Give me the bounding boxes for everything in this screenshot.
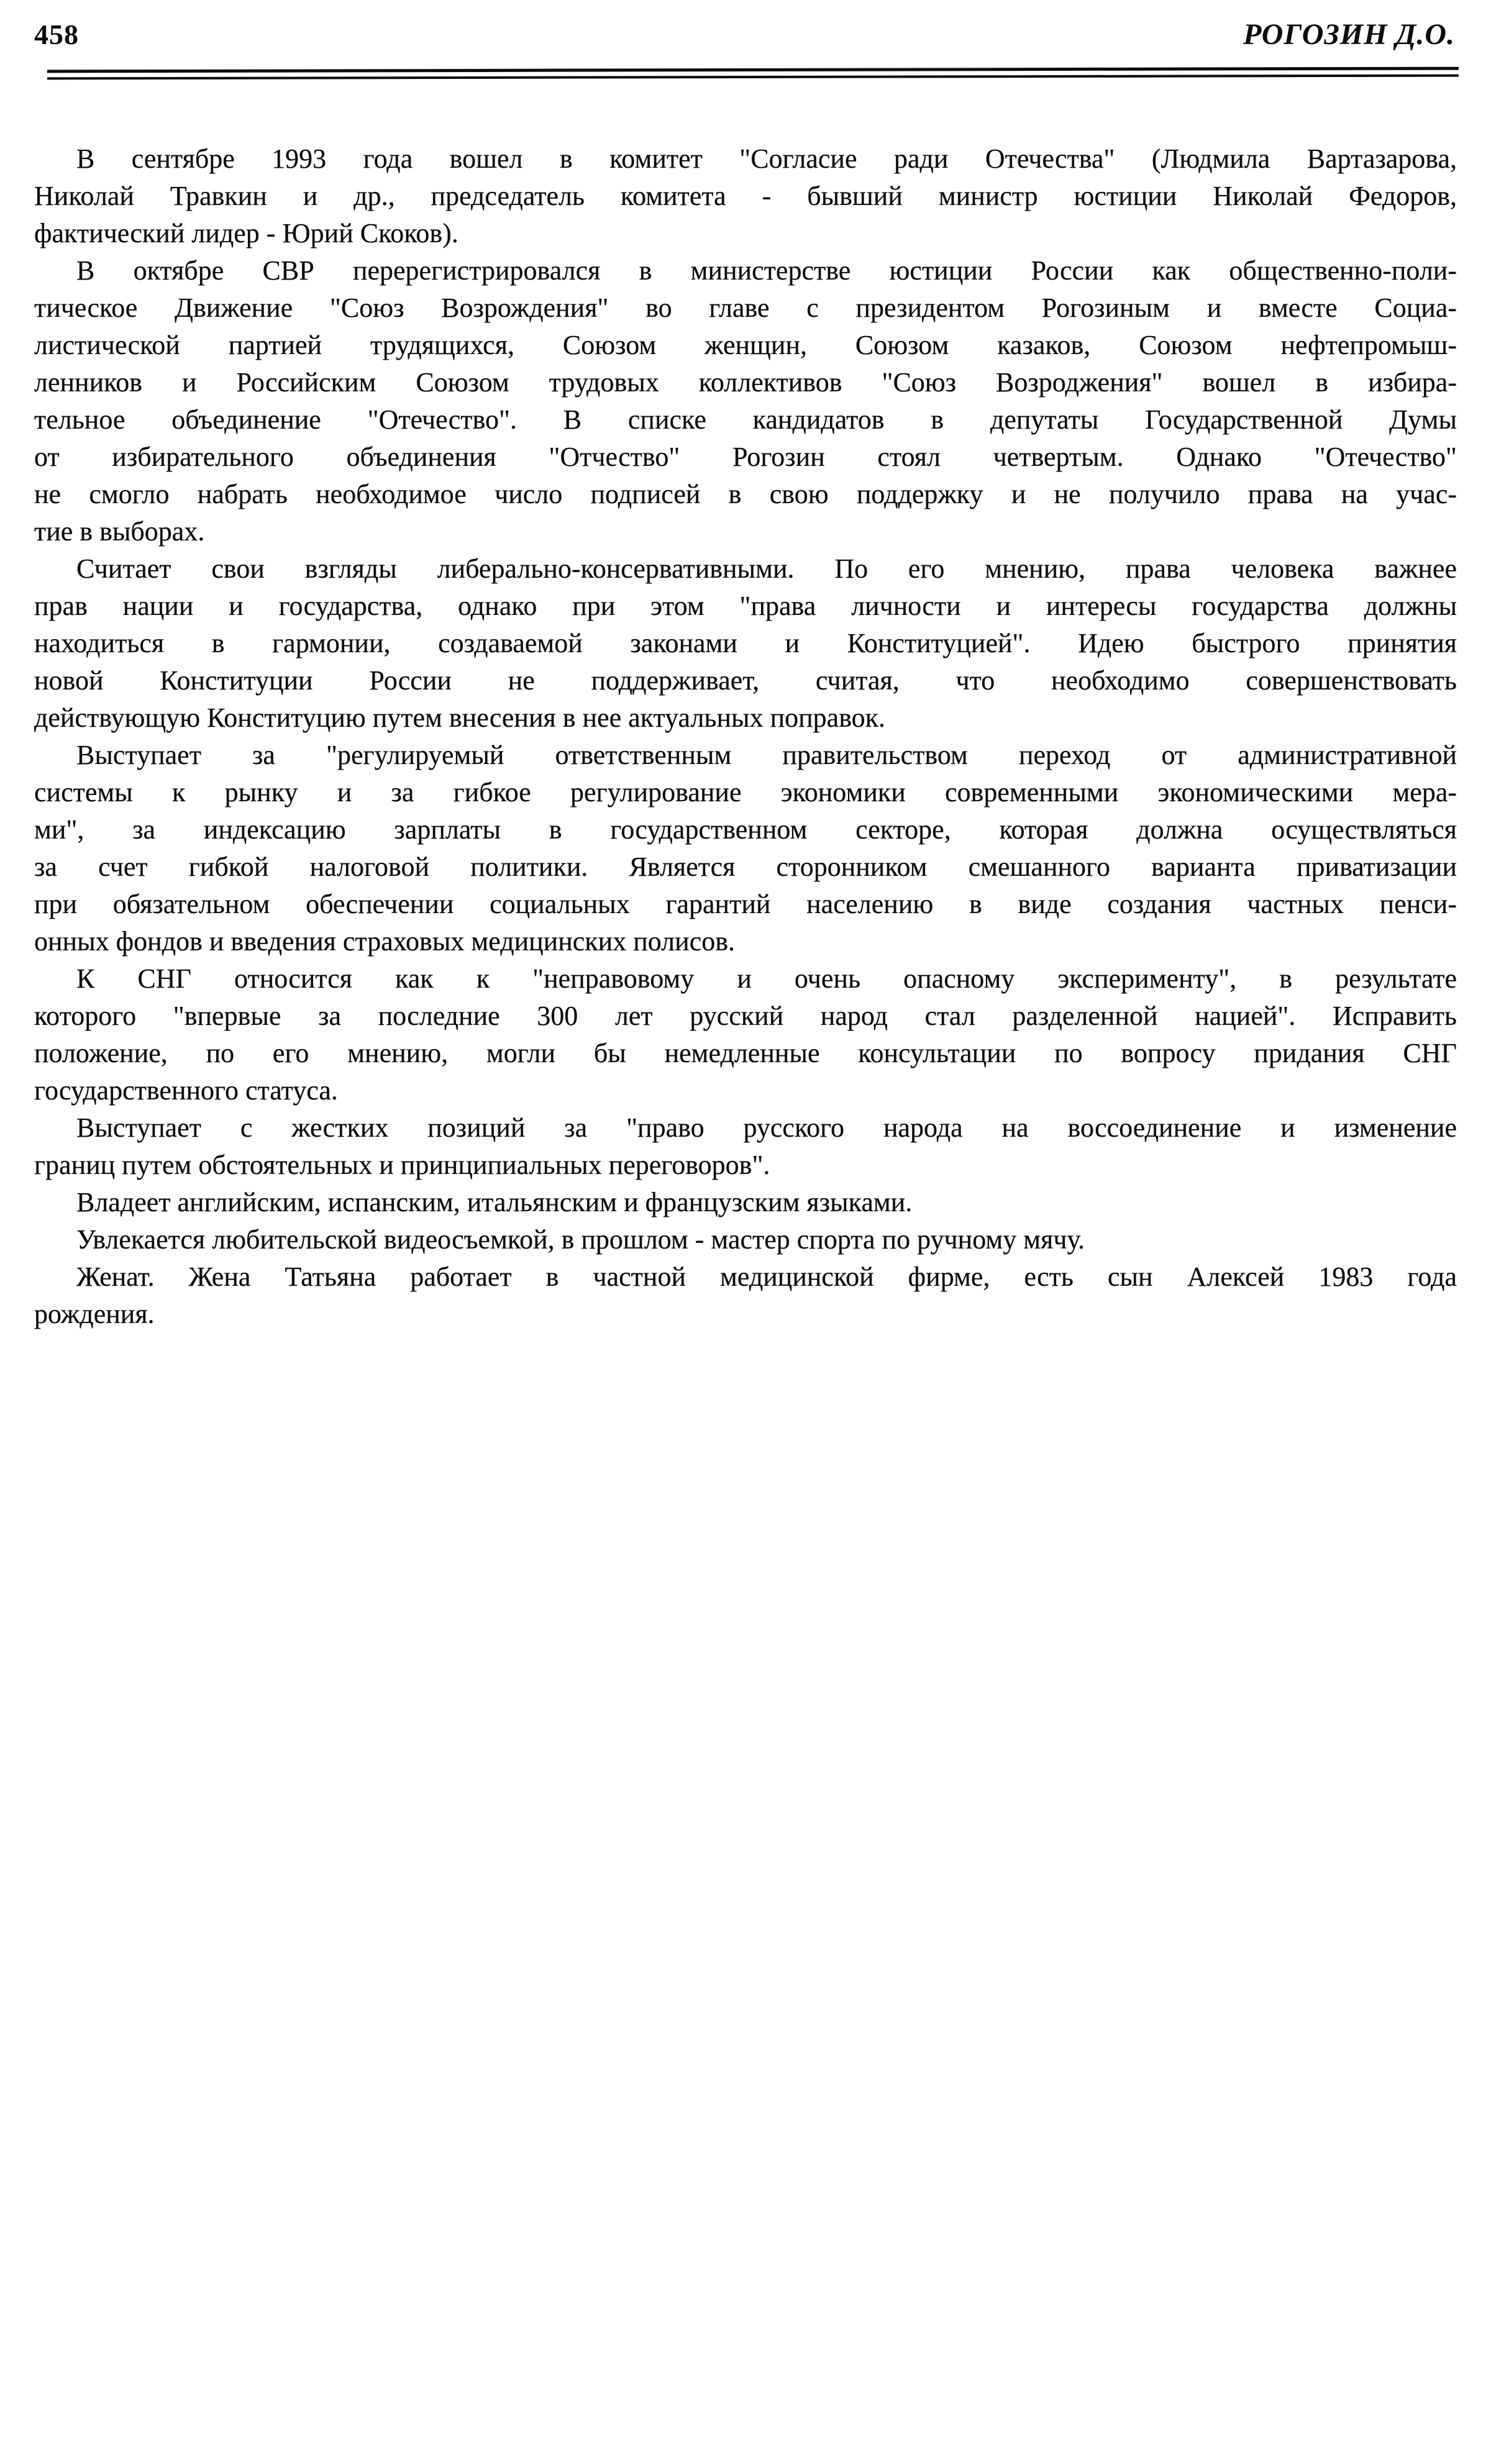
text-line: В октябре СВР перерегистрировался в министерстве юстиции России как общественно-поли- — [76, 255, 1457, 286]
text-line: Увлекается любительской видеосъемкой, в прошлом - мастер спорта по ручному мячу. — [76, 1224, 1085, 1255]
text-line: онных фондов и введения страховых медицинских полисов. — [34, 926, 735, 957]
paragraph — [34, 1221, 1457, 1258]
text-line: тие в выборах. — [34, 516, 205, 547]
text-line: которого "впервые за последние 300 лет русский народ стал разделенной нацией". Исправить — [34, 1001, 1457, 1031]
text-line: Считает свои взгляды либерально-консервативными. По его мнению, права человека важнее — [76, 553, 1457, 584]
paragraph — [34, 960, 1457, 1109]
rule-bar-bottom — [47, 75, 1459, 80]
paragraph — [34, 737, 1457, 960]
text-line: положение, по его мнению, могли бы немедленные консультации по вопросу придания СНГ — [34, 1038, 1457, 1068]
paragraph — [34, 1109, 1457, 1184]
text-line: рождения. — [34, 1299, 155, 1329]
text-line: прав нации и государства, однако при этом "права личности и интересы государства должны — [34, 591, 1457, 621]
text-line: В сентябре 1993 года вошел в комитет "Согласие ради Отечества" (Людмила Вартазарова, — [76, 143, 1457, 174]
text-line: тическое Движение "Союз Возрождения" во главе с президентом Рогозиным и вместе Социа- — [34, 293, 1457, 323]
header-double-rule — [47, 68, 1459, 80]
text-line: системы к рынку и за гибкое регулирование экономики современными экономическими мера- — [34, 777, 1457, 807]
paragraph — [34, 1258, 1457, 1333]
page-number: 458 — [34, 19, 79, 50]
text-line: границ путем обстоятельных и принципиальных переговоров". — [34, 1150, 770, 1180]
paragraph — [34, 252, 1457, 550]
running-header: РОГОЗИН Д.О. — [1243, 18, 1455, 51]
paragraph — [34, 140, 1457, 252]
text-line: находиться в гармонии, создаваемой законами и Конституцией". Идею быстрого принятия — [34, 628, 1457, 658]
paragraph — [34, 550, 1457, 737]
text-line: за счет гибкой налоговой политики. Является сторонником смешанного варианта приватизации — [34, 852, 1457, 882]
text-line: Выступает за "регулируемый ответственным правительством переход от административной — [76, 740, 1457, 770]
text-line: Владеет английским, испанским, итальянским и французским языками. — [76, 1187, 913, 1217]
text-line: от избирательного объединения "Отчество" Рогозин стоял четвертым. Однако "Отечество" — [34, 442, 1457, 472]
text-line: Женат. Жена Татьяна работает в частной медицинской фирме, есть сын Алексей 1983 года — [76, 1262, 1457, 1292]
text-line: не смогло набрать необходимое число подписей в свою поддержку и не получило права на учас- — [34, 479, 1457, 509]
text-line: Николай Травкин и др., председатель комитета - бывший министр юстиции Николай Федоров, — [34, 181, 1457, 211]
text-line: листической партией трудящихся, Союзом женщин, Союзом казаков, Союзом нефтепромыш- — [34, 330, 1457, 360]
paragraph — [34, 1184, 1457, 1221]
text-line: тельное объединение "Отечество". В списке кандидатов в депутаты Государственной Думы — [34, 404, 1457, 435]
page-header — [34, 17, 1455, 52]
text-line: государственного статуса. — [34, 1075, 338, 1106]
text-line: при обязательном обеспечении социальных гарантий населению в виде создания частных пенси- — [34, 889, 1457, 919]
text-line: ми", за индексацию зарплаты в государственном секторе, которая должна осуществляться — [34, 814, 1457, 845]
text-line: фактический лидер - Юрий Скоков). — [34, 218, 458, 248]
rule-bar-top — [47, 67, 1459, 73]
text-line: К СНГ относится как к "неправовому и очень опасному эксперименту", в результате — [76, 963, 1457, 994]
page-body — [34, 140, 1457, 1333]
text-line: действующую Конституцию путем внесения в нее актуальных поправок. — [34, 702, 886, 733]
text-line: ленников и Российским Союзом трудовых коллективов "Союз Возроджения" вошел в избира- — [34, 367, 1457, 398]
text-line: новой Конституции России не поддерживает, считая, что необходимо совершенствовать — [34, 665, 1457, 696]
text-line: Выступает с жестких позиций за "право русского народа на воссоединение и изменение — [76, 1112, 1457, 1143]
